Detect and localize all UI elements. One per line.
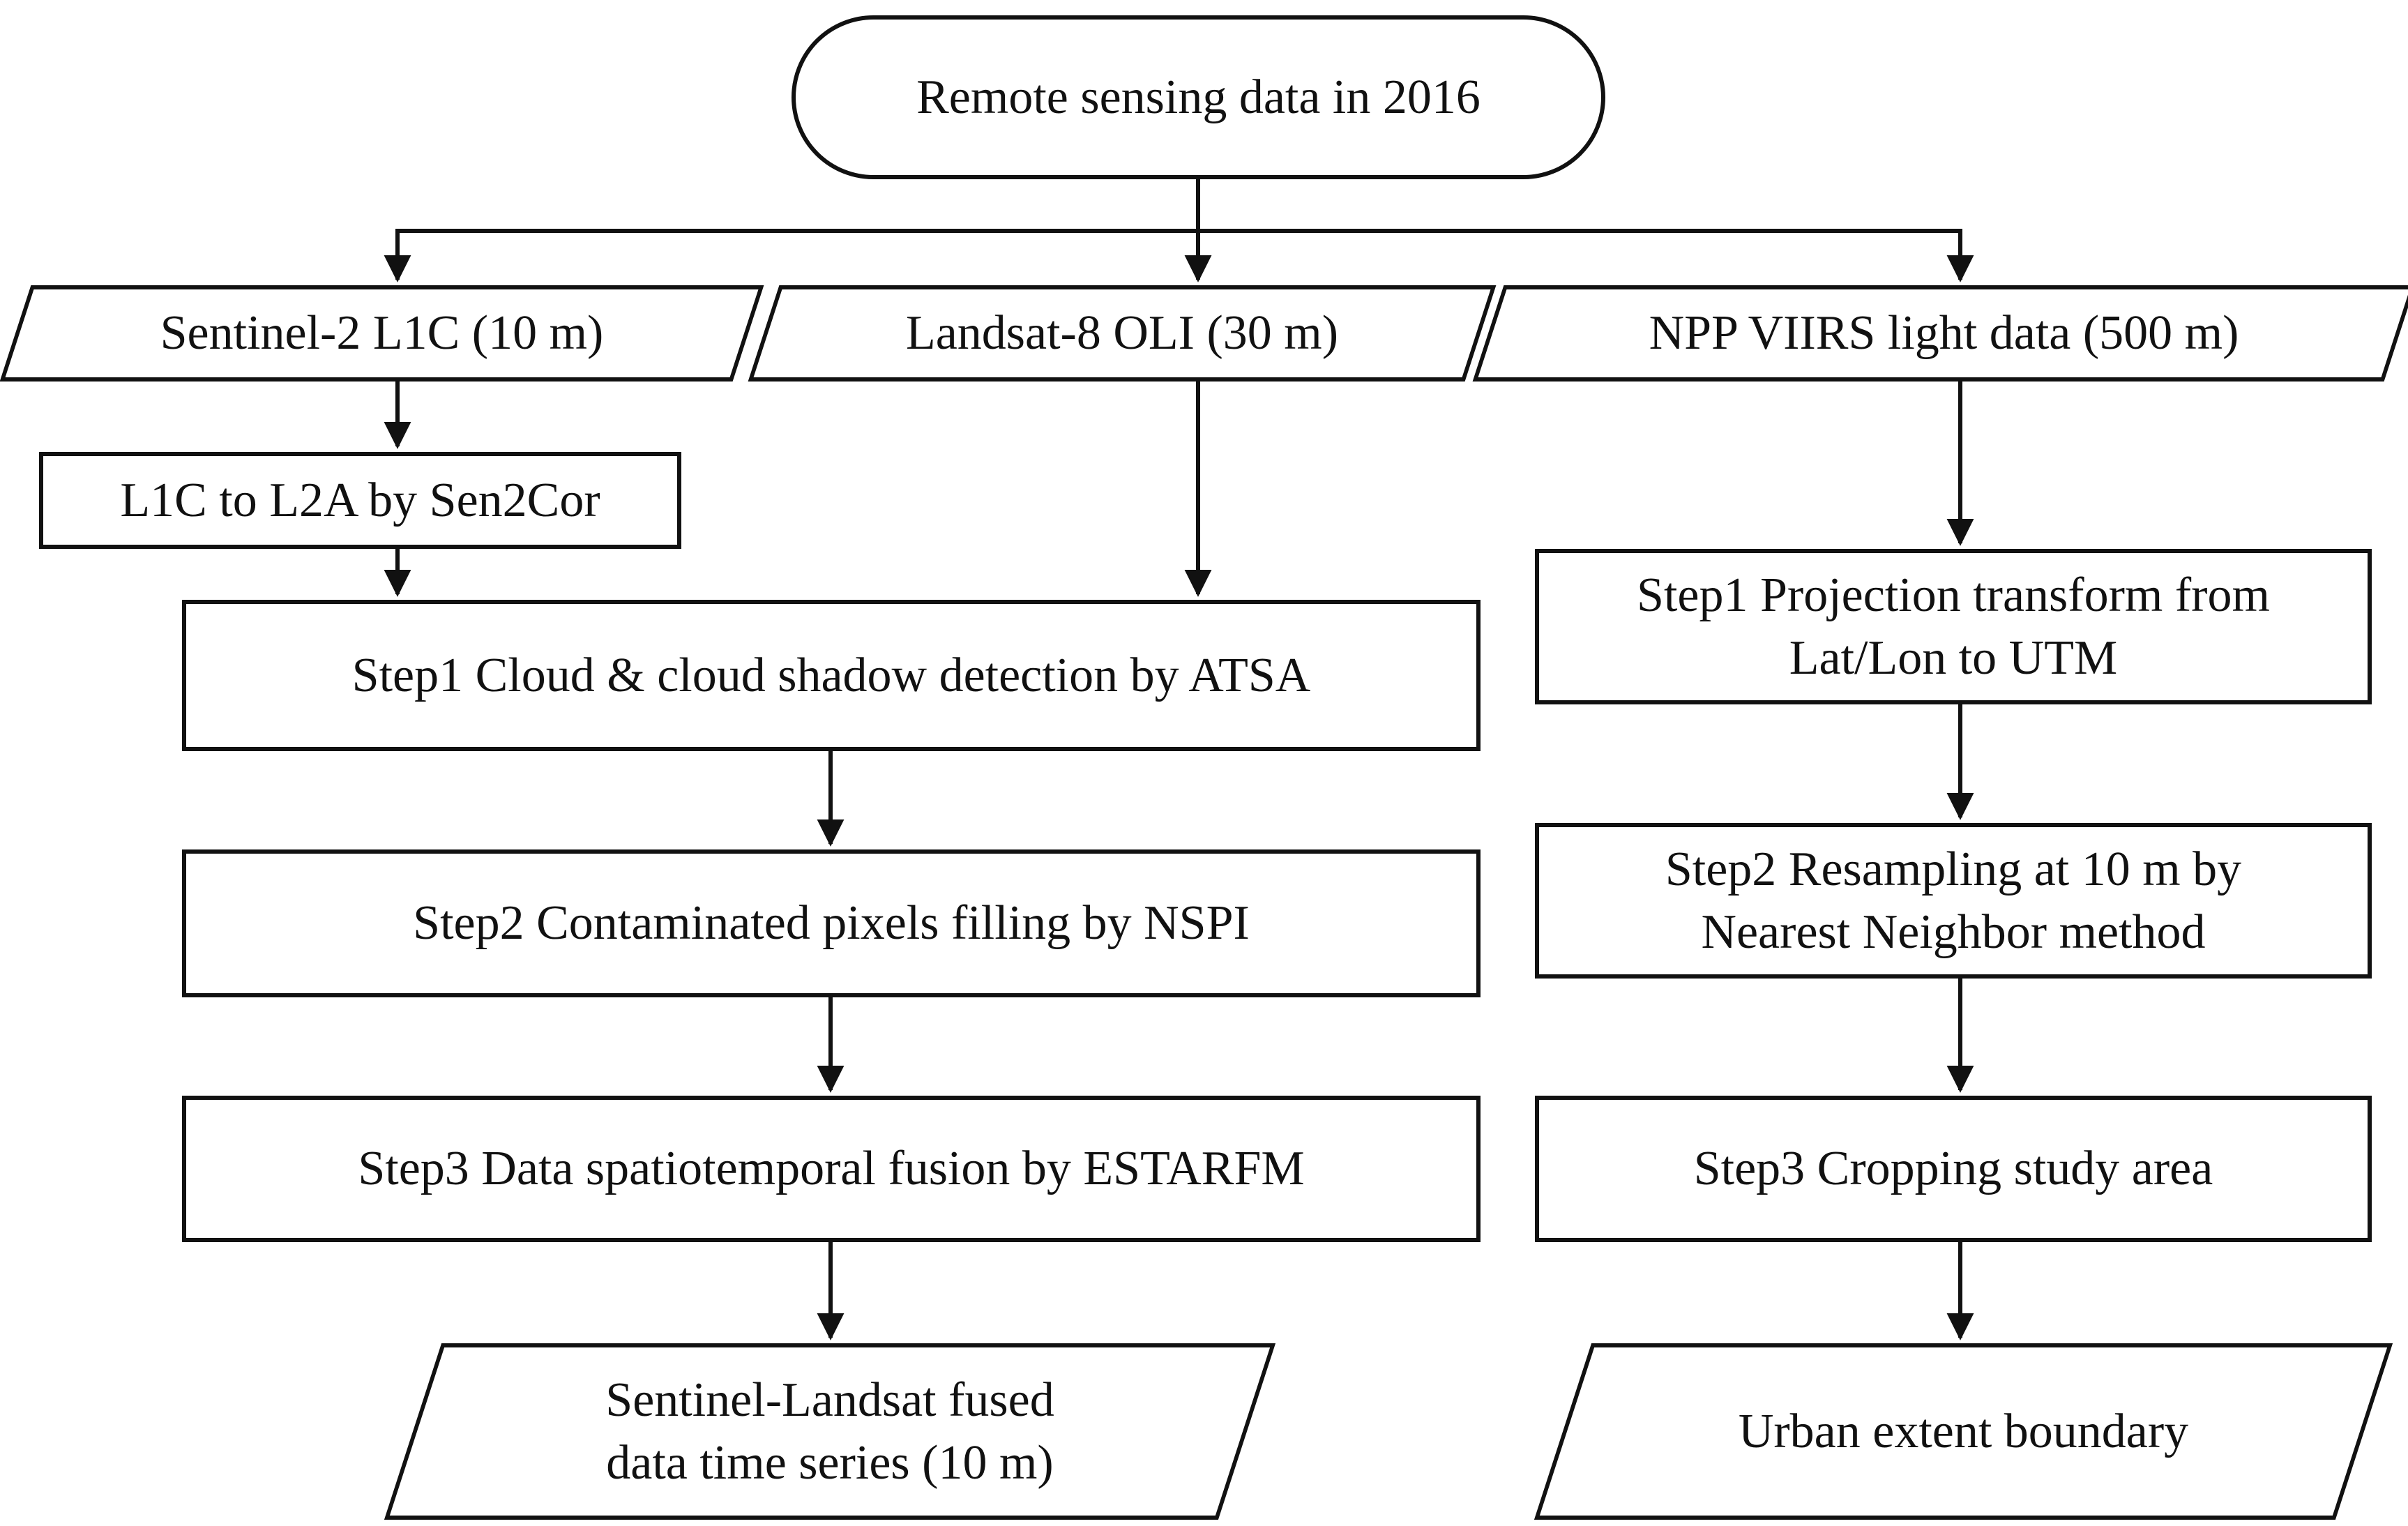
node-label: Step3 Cropping study area	[1693, 1142, 2213, 1196]
node-label-line2: Nearest Neighbor method	[1701, 905, 2206, 959]
node-label: Remote sensing data in 2016	[916, 70, 1481, 124]
node-label: NPP VIIRS light data (500 m)	[1649, 306, 2239, 361]
node-label-line2: data time series (10 m)	[606, 1435, 1054, 1490]
node-npp-viirs	[1488, 285, 2400, 382]
node-landsat8-oli	[764, 285, 1481, 382]
node-step2-resampling	[1535, 823, 2372, 979]
node-step3-estarfm	[182, 1096, 1481, 1242]
node-step1-atsa	[182, 600, 1481, 751]
node-step3-cropping	[1535, 1096, 2372, 1242]
node-label: Urban extent boundary	[1738, 1404, 2189, 1458]
node-label-line1: Step2 Resampling at 10 m by	[1665, 842, 2242, 896]
node-label: Step1 Cloud & cloud shadow detection by ATSA	[351, 648, 1311, 702]
node-remote-sensing-source	[792, 15, 1605, 179]
node-label-line1: Step1 Projection transform from	[1637, 568, 2270, 622]
node-label: Sentinel-2 L1C (10 m)	[160, 306, 604, 361]
node-label: Step3 Data spatiotemporal fusion by ESTARFM	[358, 1142, 1305, 1196]
node-label: L1C to L2A by Sen2Cor	[120, 473, 600, 527]
node-step2-nspi	[182, 849, 1481, 997]
node-sen2cor	[39, 452, 681, 549]
node-urban-extent-boundary	[1563, 1343, 2364, 1520]
node-label: Step2 Contaminated pixels filling by NSPI	[413, 896, 1250, 951]
node-label-line2: Lat/Lon to UTM	[1789, 630, 2118, 685]
node-fused-time-series	[413, 1343, 1247, 1520]
node-step1-projection	[1535, 549, 2372, 704]
node-sentinel2-l1c	[15, 285, 748, 382]
node-label-line1: Sentinel-Landsat fused	[605, 1373, 1054, 1427]
node-label: Landsat-8 OLI (30 m)	[905, 306, 1339, 361]
